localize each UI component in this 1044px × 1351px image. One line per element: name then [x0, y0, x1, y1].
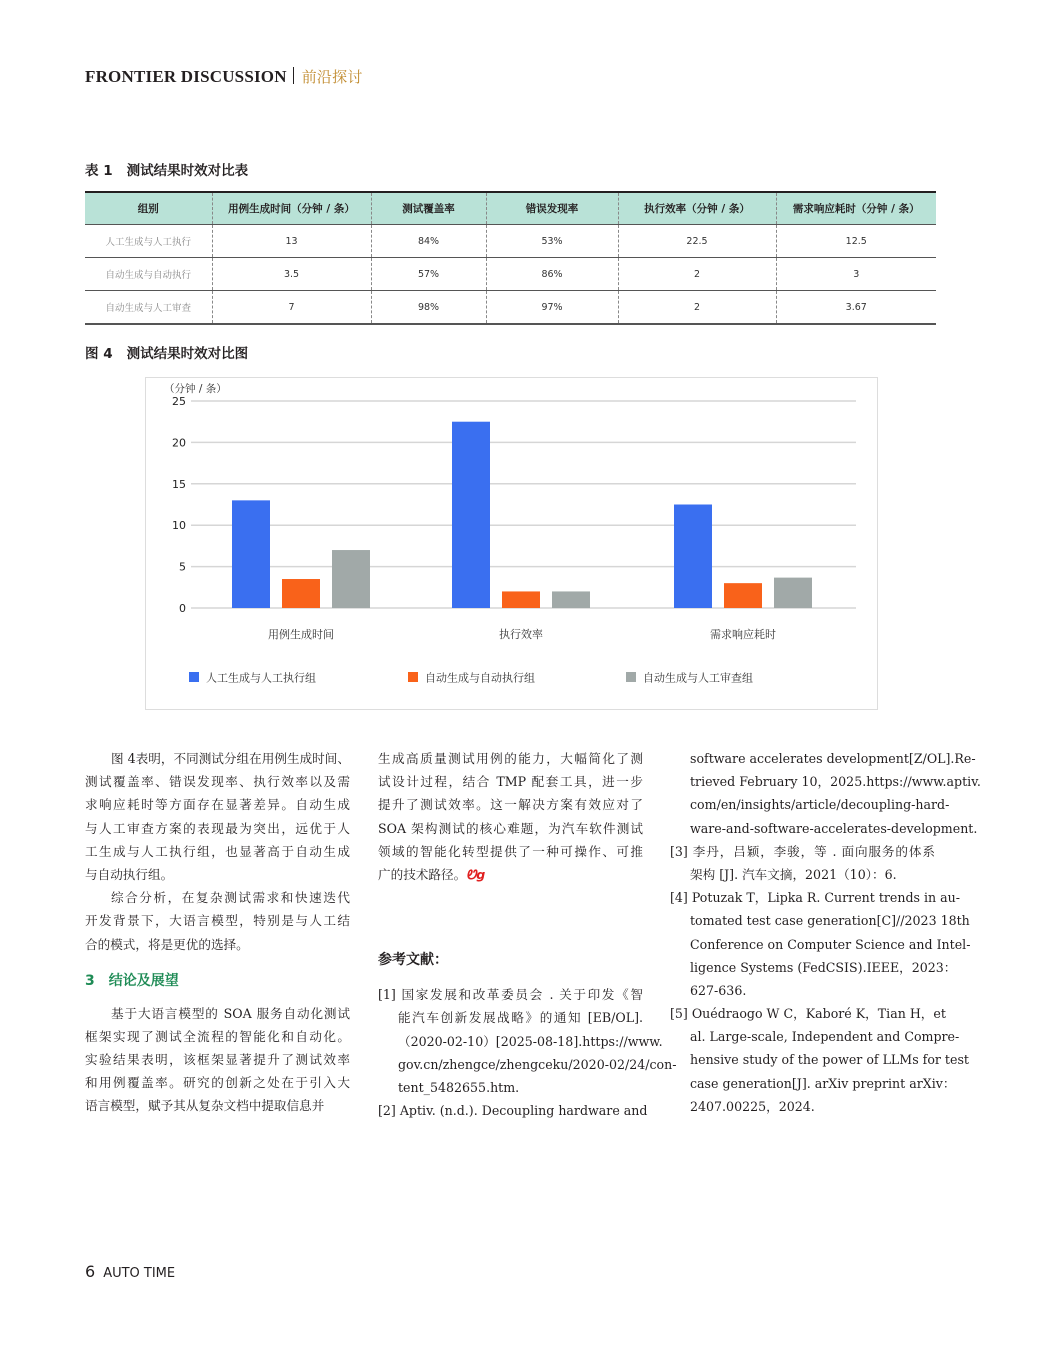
text-line: [2] Aptiv. (n.d.). Decoupling hardware and: [378, 1103, 648, 1119]
reference-item: [378, 1099, 648, 1122]
column-left: [85, 747, 350, 1118]
column-header: 需求响应耗时（分钟 / 条）: [776, 192, 936, 225]
table-row: [85, 225, 936, 258]
y-tick-label: 25: [172, 395, 186, 408]
column-middle: [378, 747, 677, 1122]
bar: [282, 579, 320, 608]
table-cell: 2: [618, 291, 776, 325]
text-line: 架构 [J]. 汽车文摘，2021（10）：6.: [690, 866, 897, 882]
text-line: [3] 李丹，吕颖，李骏，等 . 面向服务的体系: [670, 843, 935, 859]
chart-svg: [146, 378, 877, 709]
bar: [674, 505, 712, 609]
table-cell: 2: [618, 258, 776, 291]
paragraph: [85, 886, 350, 956]
table-cell: 97%: [486, 291, 618, 325]
figure-title: 测试结果时效对比图: [126, 346, 249, 362]
table-cell: 3: [776, 258, 936, 291]
text-line: ware-and-software-accelerates-development.: [690, 820, 978, 836]
text-line: 与人工审查方案的表现最为突出，远优于人: [85, 820, 350, 836]
table-caption: [85, 159, 262, 179]
text-line: case generation[J]. arXiv preprint arXiv：: [690, 1075, 956, 1091]
y-tick-label: 20: [172, 436, 186, 450]
table-cell: 3.67: [776, 291, 936, 325]
references-heading: 参考文献：: [378, 952, 448, 969]
text-line: SOA 架构测试的核心难题，为汽车软件测试: [378, 820, 643, 836]
section-heading: 3 结论及展望: [85, 972, 179, 989]
table-cell: 86%: [486, 258, 618, 291]
text-line: 与自动执行组。: [85, 866, 174, 882]
table-label: 表 1: [85, 163, 113, 179]
y-tick-label: 0: [179, 602, 186, 615]
text-line: 和用例覆盖率。研究的创新之处在于引入大: [85, 1075, 350, 1091]
x-category-label: 用例生成时间: [268, 628, 334, 641]
column-header: 执行效率（分钟 / 条）: [618, 192, 776, 225]
text-line: 测试覆盖率、错误发现率、执行效率以及需: [85, 774, 350, 790]
text-line: 领域的智能化转型提供了一种可操作、可推: [378, 843, 643, 859]
text-line: 求响应耗时等方面存在显著差异。自动生成: [85, 797, 350, 813]
text-line: 广的技术路径。Ꮼg: [378, 866, 486, 882]
text-line: ligence Systems (FedCSIS).IEEE，2023：: [690, 959, 957, 975]
table-cell: 自动生成与自动执行: [85, 258, 212, 291]
text-line: [4] Potuzak T，Lipka R. Current trends in au-: [670, 890, 961, 906]
column-header: 测试覆盖率: [371, 192, 486, 225]
column-header: 用例生成时间（分钟 / 条）: [212, 192, 371, 225]
table-title: 测试结果时效对比表: [126, 163, 249, 179]
text-line: 开发背景下，大语言模型，特别是与人工结: [85, 913, 350, 929]
results-table: [85, 191, 936, 325]
text-line: 综合分析，在复杂测试需求和快速迭代: [111, 890, 350, 906]
legend-label: 自动生成与人工审查组: [643, 671, 753, 685]
text-line: 图 4表明，不同测试分组在用例生成时间、: [111, 751, 350, 766]
table-cell: 98%: [371, 291, 486, 325]
magazine-logo-mark: Ꮼg: [466, 866, 486, 882]
table-cell: 13: [212, 225, 371, 258]
page-footer: [85, 1262, 175, 1281]
bar: [724, 583, 762, 608]
text-line: tomated test case generation[C]//2023 18th: [690, 913, 970, 929]
reference-item: [670, 840, 935, 886]
table-cell: 22.5: [618, 225, 776, 258]
reference-item: [378, 983, 677, 1099]
y-unit-label: （分钟 / 条）: [164, 383, 227, 395]
text-line: 627-636.: [690, 982, 747, 998]
bar: [332, 550, 370, 608]
bar: [774, 578, 812, 608]
text-line: [5] Ouédraogo W C，Kaboré K，Tian H，et: [670, 1006, 946, 1022]
table-header-row: [85, 192, 936, 225]
page-number: 6: [85, 1262, 96, 1281]
bar: [502, 591, 540, 608]
text-line: 实验结果表明，该框架显著提升了测试效率: [85, 1052, 350, 1068]
header-en: FRONTIER DISCUSSION: [85, 67, 287, 86]
column-header: 组别: [85, 192, 212, 225]
text-line: 提升了测试效率。这一解决方案有效应对了: [378, 797, 643, 813]
text-line: Conference on Computer Science and Intel-: [690, 936, 971, 952]
reference-item: [670, 747, 981, 840]
text-line: tent_5482655.htm.: [398, 1079, 520, 1095]
text-line: gov.cn/zhengce/zhengceku/2020-02/24/con-: [398, 1056, 677, 1072]
x-category-label: 需求响应耗时: [710, 628, 776, 641]
journal-name: AUTO TIME: [103, 1266, 176, 1281]
running-header: [85, 66, 363, 87]
text-line: [1] 国家发展和改革委员会 . 关于印发《智: [378, 987, 643, 1003]
table-cell: 53%: [486, 225, 618, 258]
header-cn: 前沿探讨: [301, 68, 363, 86]
figure-caption: [85, 342, 262, 362]
legend-swatch: [626, 672, 636, 682]
legend-swatch: [408, 672, 418, 682]
legend-label: 人工生成与人工执行组: [206, 671, 316, 685]
text-line: 试设计过程，结合 TMP 配套工具，进一步: [378, 774, 643, 790]
text-line: 基于大语言模型的 SOA 服务自动化测试: [111, 1005, 350, 1021]
text-line: 框架实现了测试全流程的智能化和自动化。: [85, 1028, 350, 1044]
reference-item: [670, 1002, 969, 1118]
header-divider: [293, 67, 294, 84]
x-category-label: 执行效率: [499, 628, 543, 641]
bar: [452, 422, 490, 608]
text-line: 合的模式，将是更优的选择。: [85, 936, 249, 952]
text-line: hensive study of the power of LLMs for test: [690, 1052, 969, 1068]
table-cell: 3.5: [212, 258, 371, 291]
y-tick-label: 15: [172, 477, 186, 491]
table-cell: 12.5: [776, 225, 936, 258]
table-cell: 84%: [371, 225, 486, 258]
figure-label: 图 4: [85, 346, 113, 362]
y-tick-label: 5: [179, 560, 186, 574]
column-header: 错误发现率: [486, 192, 618, 225]
table-cell: 7: [212, 291, 371, 325]
text-line: trieved February 10，2025.https://www.aptiv.: [690, 774, 981, 790]
table-cell: 人工生成与人工执行: [85, 225, 212, 258]
legend-label: 自动生成与自动执行组: [425, 671, 535, 685]
legend-swatch: [189, 672, 199, 682]
table-cell: 57%: [371, 258, 486, 291]
text-line: （2020-02-10）[2025-08-18].https://www.: [398, 1033, 663, 1049]
paragraph: [378, 747, 643, 886]
text-line: 语言模型，赋予其从复杂文档中提取信息并: [85, 1098, 325, 1114]
text-line: 2407.00225，2024.: [690, 1098, 815, 1114]
y-tick-label: 10: [172, 519, 186, 533]
text-line: com/en/insights/article/decoupling-hard-: [690, 797, 950, 813]
column-right: [670, 747, 981, 1118]
table-row: [85, 258, 936, 291]
bar: [552, 591, 590, 608]
text-line: 生成高质量测试用例的能力，大幅简化了测: [378, 751, 643, 766]
text-line: 工生成与人工执行组，也显著高于自动生成: [85, 843, 350, 859]
bar-chart: [145, 377, 878, 710]
paragraph: [85, 747, 350, 886]
text-line: 能汽车创新发展战略》的通知 [EB/OL].: [398, 1010, 643, 1026]
bar: [232, 500, 270, 608]
text-line: al. Large-scale, Independent and Compre-: [690, 1029, 960, 1045]
text-line: software accelerates development[Z/OL].Re-: [690, 751, 976, 766]
table-cell: 自动生成与人工审查: [85, 291, 212, 325]
reference-item: [670, 886, 971, 1002]
table-row: [85, 291, 936, 325]
paragraph: [85, 1002, 350, 1118]
